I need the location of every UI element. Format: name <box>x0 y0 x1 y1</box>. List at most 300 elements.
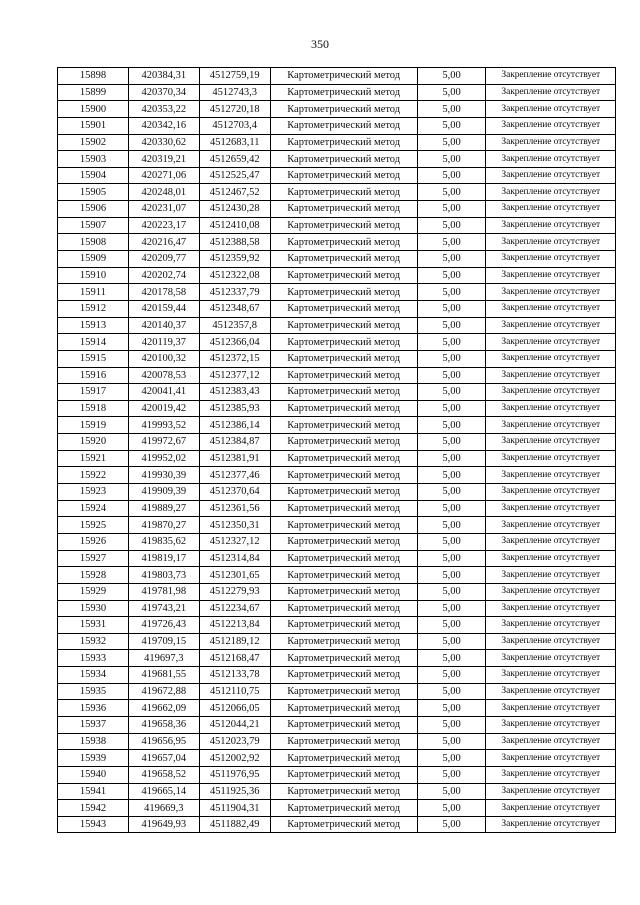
method-cell: Картометрический метод <box>270 650 417 667</box>
method-cell: Картометрический метод <box>270 633 417 650</box>
table-row <box>58 816 616 833</box>
method-cell: Картометрический метод <box>270 117 417 134</box>
x-coordinate-cell: 419657,04 <box>128 750 199 767</box>
accuracy-cell: 5,00 <box>417 550 486 567</box>
method-cell: Картометрический метод <box>270 184 417 201</box>
y-coordinate-cell: 4512383,43 <box>199 384 270 401</box>
method-cell: Картометрический метод <box>270 766 417 783</box>
point-number-cell: 15933 <box>58 650 129 667</box>
point-number-cell: 15912 <box>58 300 129 317</box>
y-coordinate-cell: 4512384,87 <box>199 434 270 451</box>
y-coordinate-cell: 4512359,92 <box>199 251 270 268</box>
fixation-cell: Закрепление отсутствует <box>486 650 616 667</box>
fixation-cell: Закрепление отсутствует <box>486 633 616 650</box>
x-coordinate-cell: 419993,52 <box>128 417 199 434</box>
table-row <box>58 783 616 800</box>
x-coordinate-cell: 420223,17 <box>128 217 199 234</box>
y-coordinate-cell: 4512189,12 <box>199 633 270 650</box>
fixation-cell: Закрепление отсутствует <box>486 766 616 783</box>
method-cell: Картометрический метод <box>270 716 417 733</box>
method-cell: Картометрический метод <box>270 434 417 451</box>
fixation-cell: Закрепление отсутствует <box>486 117 616 134</box>
accuracy-cell: 5,00 <box>417 816 486 833</box>
accuracy-cell: 5,00 <box>417 384 486 401</box>
accuracy-cell: 5,00 <box>417 334 486 351</box>
accuracy-cell: 5,00 <box>417 217 486 234</box>
x-coordinate-cell: 419658,52 <box>128 766 199 783</box>
fixation-cell: Закрепление отсутствует <box>486 467 616 484</box>
fixation-cell: Закрепление отсутствует <box>486 500 616 517</box>
accuracy-cell: 5,00 <box>417 434 486 451</box>
y-coordinate-cell: 4512525,47 <box>199 167 270 184</box>
fixation-cell: Закрепление отсутствует <box>486 234 616 251</box>
table-row <box>58 733 616 750</box>
method-cell: Картометрический метод <box>270 617 417 634</box>
fixation-cell: Закрепление отсутствует <box>486 733 616 750</box>
point-number-cell: 15914 <box>58 334 129 351</box>
fixation-cell: Закрепление отсутствует <box>486 267 616 284</box>
table-row <box>58 800 616 817</box>
x-coordinate-cell: 419889,27 <box>128 500 199 517</box>
fixation-cell: Закрепление отсутствует <box>486 700 616 717</box>
point-number-cell: 15928 <box>58 567 129 584</box>
method-cell: Картометрический метод <box>270 500 417 517</box>
fixation-cell: Закрепление отсутствует <box>486 201 616 218</box>
fixation-cell: Закрепление отсутствует <box>486 683 616 700</box>
y-coordinate-cell: 4512377,46 <box>199 467 270 484</box>
point-number-cell: 15939 <box>58 750 129 767</box>
fixation-cell: Закрепление отсутствует <box>486 533 616 550</box>
table-row <box>58 300 616 317</box>
fixation-cell: Закрепление отсутствует <box>486 800 616 817</box>
point-number-cell: 15900 <box>58 101 129 118</box>
fixation-cell: Закрепление отсутствует <box>486 350 616 367</box>
y-coordinate-cell: 4512133,78 <box>199 667 270 684</box>
method-cell: Картометрический метод <box>270 284 417 301</box>
x-coordinate-cell: 420178,58 <box>128 284 199 301</box>
point-number-cell: 15911 <box>58 284 129 301</box>
table-row <box>58 683 616 700</box>
fixation-cell: Закрепление отсутствует <box>486 101 616 118</box>
method-cell: Картометрический метод <box>270 300 417 317</box>
accuracy-cell: 5,00 <box>417 68 486 85</box>
y-coordinate-cell: 4511925,36 <box>199 783 270 800</box>
accuracy-cell: 5,00 <box>417 134 486 151</box>
point-number-cell: 15924 <box>58 500 129 517</box>
method-cell: Картометрический метод <box>270 267 417 284</box>
table-row <box>58 517 616 534</box>
fixation-cell: Закрепление отсутствует <box>486 334 616 351</box>
table-row <box>58 467 616 484</box>
y-coordinate-cell: 4512066,05 <box>199 700 270 717</box>
accuracy-cell: 5,00 <box>417 633 486 650</box>
method-cell: Картометрический метод <box>270 151 417 168</box>
point-number-cell: 15905 <box>58 184 129 201</box>
y-coordinate-cell: 4512168,47 <box>199 650 270 667</box>
fixation-cell: Закрепление отсутствует <box>486 134 616 151</box>
x-coordinate-cell: 419819,17 <box>128 550 199 567</box>
y-coordinate-cell: 4512023,79 <box>199 733 270 750</box>
y-coordinate-cell: 4512110,75 <box>199 683 270 700</box>
accuracy-cell: 5,00 <box>417 101 486 118</box>
point-number-cell: 15927 <box>58 550 129 567</box>
x-coordinate-cell: 419672,88 <box>128 683 199 700</box>
method-cell: Картометрический метод <box>270 600 417 617</box>
fixation-cell: Закрепление отсутствует <box>486 167 616 184</box>
point-number-cell: 15910 <box>58 267 129 284</box>
table-row <box>58 600 616 617</box>
point-number-cell: 15942 <box>58 800 129 817</box>
method-cell: Картометрический метод <box>270 583 417 600</box>
table-row <box>58 84 616 101</box>
method-cell: Картометрический метод <box>270 101 417 118</box>
accuracy-cell: 5,00 <box>417 251 486 268</box>
x-coordinate-cell: 419662,09 <box>128 700 199 717</box>
fixation-cell: Закрепление отсутствует <box>486 750 616 767</box>
fixation-cell: Закрепление отсутствует <box>486 716 616 733</box>
method-cell: Картометрический метод <box>270 317 417 334</box>
y-coordinate-cell: 4512361,56 <box>199 500 270 517</box>
y-coordinate-cell: 4512301,65 <box>199 567 270 584</box>
method-cell: Картометрический метод <box>270 201 417 218</box>
fixation-cell: Закрепление отсутствует <box>486 450 616 467</box>
table-row <box>58 217 616 234</box>
table-row <box>58 317 616 334</box>
x-coordinate-cell: 420231,07 <box>128 201 199 218</box>
accuracy-cell: 5,00 <box>417 450 486 467</box>
point-number-cell: 15899 <box>58 84 129 101</box>
point-number-cell: 15941 <box>58 783 129 800</box>
x-coordinate-cell: 420209,77 <box>128 251 199 268</box>
fixation-cell: Закрепление отсутствует <box>486 367 616 384</box>
accuracy-cell: 5,00 <box>417 567 486 584</box>
point-number-cell: 15937 <box>58 716 129 733</box>
fixation-cell: Закрепление отсутствует <box>486 583 616 600</box>
fixation-cell: Закрепление отсутствует <box>486 68 616 85</box>
method-cell: Картометрический метод <box>270 417 417 434</box>
y-coordinate-cell: 4512759,19 <box>199 68 270 85</box>
method-cell: Картометрический метод <box>270 217 417 234</box>
accuracy-cell: 5,00 <box>417 467 486 484</box>
method-cell: Картометрический метод <box>270 350 417 367</box>
accuracy-cell: 5,00 <box>417 167 486 184</box>
accuracy-cell: 5,00 <box>417 201 486 218</box>
accuracy-cell: 5,00 <box>417 766 486 783</box>
point-number-cell: 15904 <box>58 167 129 184</box>
x-coordinate-cell: 419743,21 <box>128 600 199 617</box>
x-coordinate-cell: 420271,06 <box>128 167 199 184</box>
method-cell: Картометрический метод <box>270 700 417 717</box>
x-coordinate-cell: 419972,67 <box>128 434 199 451</box>
fixation-cell: Закрепление отсутствует <box>486 400 616 417</box>
table-row <box>58 151 616 168</box>
fixation-cell: Закрепление отсутствует <box>486 251 616 268</box>
x-coordinate-cell: 420248,01 <box>128 184 199 201</box>
accuracy-cell: 5,00 <box>417 617 486 634</box>
method-cell: Картометрический метод <box>270 750 417 767</box>
accuracy-cell: 5,00 <box>417 583 486 600</box>
fixation-cell: Закрепление отсутствует <box>486 517 616 534</box>
point-number-cell: 15925 <box>58 517 129 534</box>
accuracy-cell: 5,00 <box>417 683 486 700</box>
x-coordinate-cell: 419930,39 <box>128 467 199 484</box>
y-coordinate-cell: 4512357,8 <box>199 317 270 334</box>
point-number-cell: 15922 <box>58 467 129 484</box>
y-coordinate-cell: 4512213,84 <box>199 617 270 634</box>
method-cell: Картометрический метод <box>270 484 417 501</box>
accuracy-cell: 5,00 <box>417 151 486 168</box>
fixation-cell: Закрепление отсутствует <box>486 816 616 833</box>
y-coordinate-cell: 4512366,04 <box>199 334 270 351</box>
x-coordinate-cell: 420330,62 <box>128 134 199 151</box>
point-number-cell: 15898 <box>58 68 129 85</box>
method-cell: Картометрический метод <box>270 783 417 800</box>
y-coordinate-cell: 4512044,21 <box>199 716 270 733</box>
point-number-cell: 15920 <box>58 434 129 451</box>
point-number-cell: 15907 <box>58 217 129 234</box>
point-number-cell: 15919 <box>58 417 129 434</box>
x-coordinate-cell: 420384,31 <box>128 68 199 85</box>
fixation-cell: Закрепление отсутствует <box>486 284 616 301</box>
fixation-cell: Закрепление отсутствует <box>486 217 616 234</box>
method-cell: Картометрический метод <box>270 816 417 833</box>
x-coordinate-cell: 419649,93 <box>128 816 199 833</box>
table-row <box>58 700 616 717</box>
point-number-cell: 15918 <box>58 400 129 417</box>
table-row <box>58 267 616 284</box>
x-coordinate-cell: 420370,34 <box>128 84 199 101</box>
accuracy-cell: 5,00 <box>417 667 486 684</box>
table-row <box>58 550 616 567</box>
y-coordinate-cell: 4512372,15 <box>199 350 270 367</box>
table-row <box>58 384 616 401</box>
fixation-cell: Закрепление отсутствует <box>486 184 616 201</box>
point-number-cell: 15936 <box>58 700 129 717</box>
table-row <box>58 400 616 417</box>
point-number-cell: 15917 <box>58 384 129 401</box>
fixation-cell: Закрепление отсутствует <box>486 434 616 451</box>
y-coordinate-cell: 4512388,58 <box>199 234 270 251</box>
y-coordinate-cell: 4512279,93 <box>199 583 270 600</box>
accuracy-cell: 5,00 <box>417 300 486 317</box>
table-row <box>58 533 616 550</box>
y-coordinate-cell: 4512002,92 <box>199 750 270 767</box>
fixation-cell: Закрепление отсутствует <box>486 300 616 317</box>
table-row <box>58 234 616 251</box>
table-row <box>58 167 616 184</box>
point-number-cell: 15926 <box>58 533 129 550</box>
table-row <box>58 583 616 600</box>
method-cell: Картометрический метод <box>270 384 417 401</box>
fixation-cell: Закрепление отсутствует <box>486 550 616 567</box>
method-cell: Картометрический метод <box>270 733 417 750</box>
point-number-cell: 15903 <box>58 151 129 168</box>
point-number-cell: 15932 <box>58 633 129 650</box>
method-cell: Картометрический метод <box>270 667 417 684</box>
method-cell: Картометрический метод <box>270 550 417 567</box>
x-coordinate-cell: 419835,62 <box>128 533 199 550</box>
fixation-cell: Закрепление отсутствует <box>486 567 616 584</box>
point-number-cell: 15943 <box>58 816 129 833</box>
y-coordinate-cell: 4512348,67 <box>199 300 270 317</box>
y-coordinate-cell: 4512350,31 <box>199 517 270 534</box>
fixation-cell: Закрепление отсутствует <box>486 84 616 101</box>
fixation-cell: Закрепление отсутствует <box>486 783 616 800</box>
x-coordinate-cell: 420100,32 <box>128 350 199 367</box>
x-coordinate-cell: 419656,95 <box>128 733 199 750</box>
accuracy-cell: 5,00 <box>417 117 486 134</box>
table-row <box>58 567 616 584</box>
accuracy-cell: 5,00 <box>417 500 486 517</box>
y-coordinate-cell: 4512659,42 <box>199 151 270 168</box>
accuracy-cell: 5,00 <box>417 716 486 733</box>
method-cell: Картометрический метод <box>270 334 417 351</box>
table-row <box>58 434 616 451</box>
accuracy-cell: 5,00 <box>417 650 486 667</box>
method-cell: Картометрический метод <box>270 467 417 484</box>
method-cell: Картометрический метод <box>270 84 417 101</box>
table-row <box>58 450 616 467</box>
accuracy-cell: 5,00 <box>417 184 486 201</box>
x-coordinate-cell: 420202,74 <box>128 267 199 284</box>
page-number: 350 <box>311 37 329 51</box>
y-coordinate-cell: 4511976,95 <box>199 766 270 783</box>
y-coordinate-cell: 4512234,67 <box>199 600 270 617</box>
y-coordinate-cell: 4512703,4 <box>199 117 270 134</box>
y-coordinate-cell: 4512720,18 <box>199 101 270 118</box>
accuracy-cell: 5,00 <box>417 400 486 417</box>
accuracy-cell: 5,00 <box>417 800 486 817</box>
y-coordinate-cell: 4512337,79 <box>199 284 270 301</box>
method-cell: Картометрический метод <box>270 167 417 184</box>
method-cell: Картометрический метод <box>270 800 417 817</box>
x-coordinate-cell: 419909,39 <box>128 484 199 501</box>
x-coordinate-cell: 419709,15 <box>128 633 199 650</box>
table-row <box>58 650 616 667</box>
method-cell: Картометрический метод <box>270 567 417 584</box>
coordinates-table <box>57 67 616 833</box>
accuracy-cell: 5,00 <box>417 733 486 750</box>
point-number-cell: 15915 <box>58 350 129 367</box>
accuracy-cell: 5,00 <box>417 284 486 301</box>
x-coordinate-cell: 419669,3 <box>128 800 199 817</box>
point-number-cell: 15921 <box>58 450 129 467</box>
y-coordinate-cell: 4512467,52 <box>199 184 270 201</box>
accuracy-cell: 5,00 <box>417 533 486 550</box>
x-coordinate-cell: 420319,21 <box>128 151 199 168</box>
method-cell: Картометрический метод <box>270 400 417 417</box>
y-coordinate-cell: 4512683,11 <box>199 134 270 151</box>
point-number-cell: 15930 <box>58 600 129 617</box>
y-coordinate-cell: 4512327,12 <box>199 533 270 550</box>
table-row <box>58 766 616 783</box>
table-row <box>58 117 616 134</box>
fixation-cell: Закрепление отсутствует <box>486 317 616 334</box>
y-coordinate-cell: 4512377,12 <box>199 367 270 384</box>
method-cell: Картометрический метод <box>270 134 417 151</box>
fixation-cell: Закрепление отсутствует <box>486 600 616 617</box>
y-coordinate-cell: 4512743,3 <box>199 84 270 101</box>
accuracy-cell: 5,00 <box>417 417 486 434</box>
x-coordinate-cell: 419726,43 <box>128 617 199 634</box>
x-coordinate-cell: 420119,37 <box>128 334 199 351</box>
x-coordinate-cell: 419781,98 <box>128 583 199 600</box>
table-row <box>58 633 616 650</box>
method-cell: Картометрический метод <box>270 533 417 550</box>
accuracy-cell: 5,00 <box>417 367 486 384</box>
method-cell: Картометрический метод <box>270 450 417 467</box>
x-coordinate-cell: 419697,3 <box>128 650 199 667</box>
accuracy-cell: 5,00 <box>417 234 486 251</box>
fixation-cell: Закрепление отсутствует <box>486 484 616 501</box>
x-coordinate-cell: 419658,36 <box>128 716 199 733</box>
point-number-cell: 15902 <box>58 134 129 151</box>
method-cell: Картометрический метод <box>270 68 417 85</box>
y-coordinate-cell: 4512370,64 <box>199 484 270 501</box>
accuracy-cell: 5,00 <box>417 750 486 767</box>
table-row <box>58 184 616 201</box>
x-coordinate-cell: 419681,55 <box>128 667 199 684</box>
table-row <box>58 134 616 151</box>
method-cell: Картометрический метод <box>270 683 417 700</box>
point-number-cell: 15929 <box>58 583 129 600</box>
x-coordinate-cell: 420019,42 <box>128 400 199 417</box>
coordinates-table-body <box>58 68 616 833</box>
x-coordinate-cell: 420041,41 <box>128 384 199 401</box>
x-coordinate-cell: 420353,22 <box>128 101 199 118</box>
accuracy-cell: 5,00 <box>417 317 486 334</box>
point-number-cell: 15906 <box>58 201 129 218</box>
point-number-cell: 15916 <box>58 367 129 384</box>
point-number-cell: 15923 <box>58 484 129 501</box>
x-coordinate-cell: 420078,53 <box>128 367 199 384</box>
accuracy-cell: 5,00 <box>417 700 486 717</box>
point-number-cell: 15934 <box>58 667 129 684</box>
method-cell: Картометрический метод <box>270 234 417 251</box>
accuracy-cell: 5,00 <box>417 600 486 617</box>
accuracy-cell: 5,00 <box>417 783 486 800</box>
table-row <box>58 334 616 351</box>
fixation-cell: Закрепление отсутствует <box>486 151 616 168</box>
table-row <box>58 350 616 367</box>
table-row <box>58 667 616 684</box>
point-number-cell: 15938 <box>58 733 129 750</box>
x-coordinate-cell: 419665,14 <box>128 783 199 800</box>
y-coordinate-cell: 4511882,49 <box>199 816 270 833</box>
table-row <box>58 716 616 733</box>
y-coordinate-cell: 4512322,08 <box>199 267 270 284</box>
accuracy-cell: 5,00 <box>417 84 486 101</box>
y-coordinate-cell: 4512430,28 <box>199 201 270 218</box>
table-row <box>58 284 616 301</box>
fixation-cell: Закрепление отсутствует <box>486 667 616 684</box>
table-row <box>58 500 616 517</box>
table-row <box>58 417 616 434</box>
point-number-cell: 15940 <box>58 766 129 783</box>
point-number-cell: 15908 <box>58 234 129 251</box>
fixation-cell: Закрепление отсутствует <box>486 417 616 434</box>
accuracy-cell: 5,00 <box>417 484 486 501</box>
table-row <box>58 367 616 384</box>
accuracy-cell: 5,00 <box>417 350 486 367</box>
table-row <box>58 101 616 118</box>
method-cell: Картометрический метод <box>270 367 417 384</box>
point-number-cell: 15931 <box>58 617 129 634</box>
method-cell: Картометрический метод <box>270 251 417 268</box>
x-coordinate-cell: 419803,73 <box>128 567 199 584</box>
x-coordinate-cell: 419952,02 <box>128 450 199 467</box>
table-row <box>58 750 616 767</box>
